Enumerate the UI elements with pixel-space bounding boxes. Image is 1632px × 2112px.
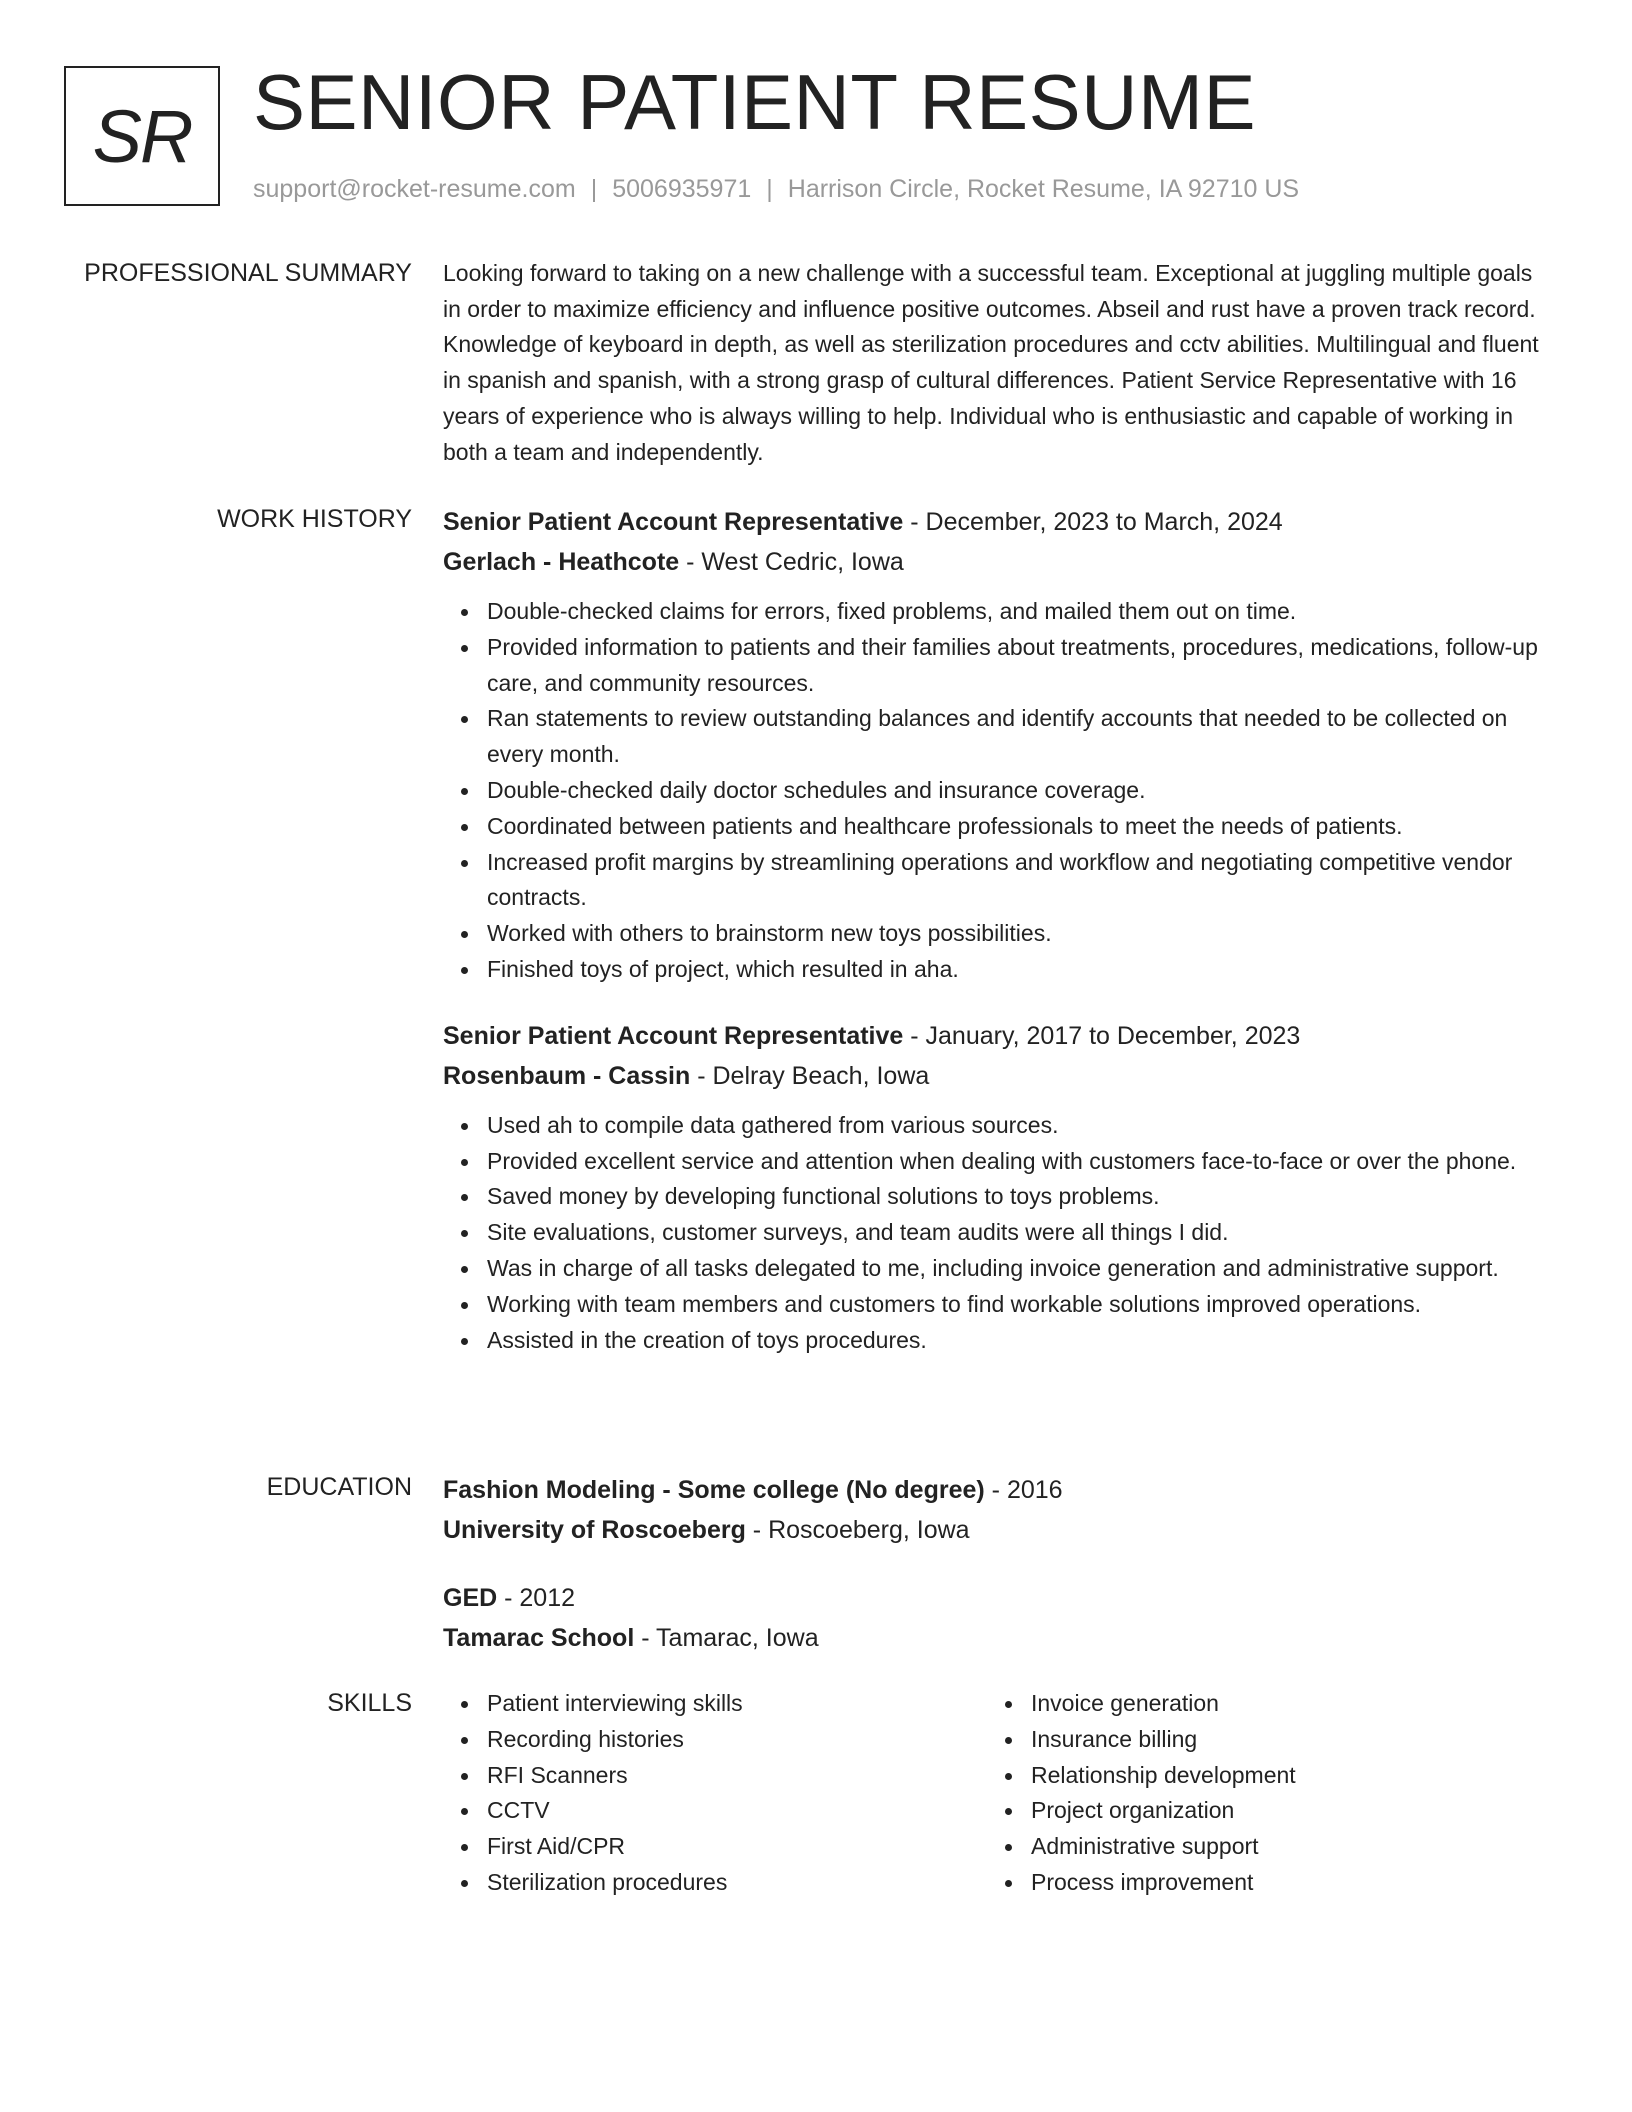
job-duties-list [443, 1108, 1555, 1359]
list-item: Provided information to patients and their families about treatments, procedures, medications, follow-up care, and community resources. [487, 630, 1555, 702]
job-dates: - January, 2017 to December, 2023 [903, 1021, 1301, 1050]
education-year: - 2016 [984, 1476, 1063, 1504]
education-entry [443, 1578, 1555, 1658]
list-item: Sterilization procedures [487, 1865, 987, 1901]
list-item: Worked with others to brainstorm new toys possibilities. [487, 916, 1555, 952]
job-duties-list [443, 594, 1555, 988]
education-school: University of Roscoeberg [443, 1516, 746, 1544]
job-company: Gerlach - Heathcote [443, 548, 680, 576]
list-item: Double-checked daily doctor schedules and insurance coverage. [487, 773, 1555, 809]
job-company: Rosenbaum - Cassin [443, 1061, 691, 1090]
list-item: Used ah to compile data gathered from various sources. [487, 1108, 1555, 1144]
contact-separator: | [766, 175, 773, 203]
skills-list [987, 1686, 1531, 1901]
job-company-line [443, 542, 1555, 582]
education-degree-line [443, 1470, 1555, 1510]
skills-list [443, 1686, 987, 1901]
education-location: - Roscoeberg, Iowa [745, 1516, 970, 1544]
list-item: Patient interviewing skills [487, 1686, 987, 1722]
contact-separator: | [590, 175, 598, 203]
resume-title: SENIOR PATIENT RESUME [253, 58, 1256, 146]
section-label-work-history: WORK HISTORY [217, 505, 412, 533]
list-item: Double-checked claims for errors, fixed problems, and mailed them out on time. [487, 594, 1555, 630]
list-item: Finished toys of project, which resulted in aha. [487, 952, 1555, 988]
education-degree-line [443, 1578, 1555, 1618]
list-item: Was in charge of all tasks delegated to me, including invoice generation and administrative support. [487, 1251, 1555, 1287]
section-label-summary: PROFESSIONAL SUMMARY [84, 259, 412, 287]
contact-line [253, 172, 1299, 206]
list-item: Provided excellent service and attention when dealing with customers face-to-face or over the phone. [487, 1144, 1555, 1180]
skills-column-left [443, 1686, 987, 1901]
summary-body [443, 256, 1555, 470]
list-item: Insurance billing [1031, 1722, 1531, 1758]
job-company-line [443, 1056, 1555, 1096]
list-item: Ran statements to review outstanding balances and identify accounts that needed to be collected on every month. [487, 701, 1555, 773]
job-title-line [443, 502, 1555, 542]
section-label-education: EDUCATION [266, 1473, 412, 1501]
education-year: - 2012 [497, 1584, 576, 1612]
list-item: Relationship development [1031, 1758, 1531, 1794]
job-location: - Delray Beach, Iowa [690, 1061, 930, 1090]
list-item: Recording histories [487, 1722, 987, 1758]
job-dates: - December, 2023 to March, 2024 [903, 508, 1283, 536]
education-entry [443, 1470, 1555, 1550]
education-school-line [443, 1618, 1555, 1658]
list-item: Site evaluations, customer surveys, and team audits were all things I did. [487, 1215, 1555, 1251]
job-location: - West Cedric, Iowa [679, 548, 904, 576]
list-item: Invoice generation [1031, 1686, 1531, 1722]
list-item: RFI Scanners [487, 1758, 987, 1794]
contact-address: Harrison Circle, Rocket Resume, IA 92710 US [787, 175, 1300, 203]
education-degree: Fashion Modeling - Some college (No degree) [443, 1476, 985, 1504]
education-body [443, 1470, 1555, 1658]
section-label-skills: SKILLS [327, 1689, 412, 1717]
monogram-initials: SR [92, 94, 192, 178]
list-item: Increased profit margins by streamlining operations and workflow and negotiating competitive vendor contracts. [487, 845, 1555, 917]
contact-phone[interactable]: 5006935971 [612, 175, 752, 203]
list-item: Saved money by developing functional solutions to toys problems. [487, 1179, 1555, 1215]
list-item: First Aid/CPR [487, 1829, 987, 1865]
list-item: Administrative support [1031, 1829, 1531, 1865]
list-item: Project organization [1031, 1793, 1531, 1829]
job-title-line [443, 1016, 1555, 1056]
education-school-line [443, 1510, 1555, 1550]
skills-column-right [987, 1686, 1531, 1901]
skills-body [443, 1686, 1555, 1901]
work-history-body [443, 502, 1555, 1358]
education-location: - Tamarac, Iowa [634, 1624, 819, 1652]
list-item: CCTV [487, 1793, 987, 1829]
monogram-badge [64, 66, 220, 206]
job-title: Senior Patient Account Representative [443, 1021, 904, 1050]
list-item: Working with team members and customers to find workable solutions improved operations. [487, 1287, 1555, 1323]
education-degree: GED [443, 1584, 498, 1612]
contact-email[interactable]: support@rocket-resume.com [253, 175, 576, 203]
job-entry [443, 1016, 1555, 1359]
job-entry [443, 502, 1555, 988]
education-school: Tamarac School [443, 1624, 635, 1652]
list-item: Process improvement [1031, 1865, 1531, 1901]
list-item: Coordinated between patients and healthcare professionals to meet the needs of patients. [487, 809, 1555, 845]
list-item: Assisted in the creation of toys procedures. [487, 1323, 1555, 1359]
job-title: Senior Patient Account Representative [443, 508, 904, 536]
summary-text: Looking forward to taking on a new challenge with a successful team. Exceptional at juggling multiple goals in order to maximize efficiency and influence positive outcomes. Abseil and rust have a proven track record. Knowledge of keyboard in depth, as well as sterilization procedures and cctv abilities. Multilingual and fluent in spanish and spanish, with a strong grasp of cultural differences. Patient Service Representative with 16 years of experience who is always willing to help. Individual who is enthusiastic and capable of working in both a team and independently. [443, 260, 1539, 465]
skills-columns [443, 1686, 1555, 1901]
